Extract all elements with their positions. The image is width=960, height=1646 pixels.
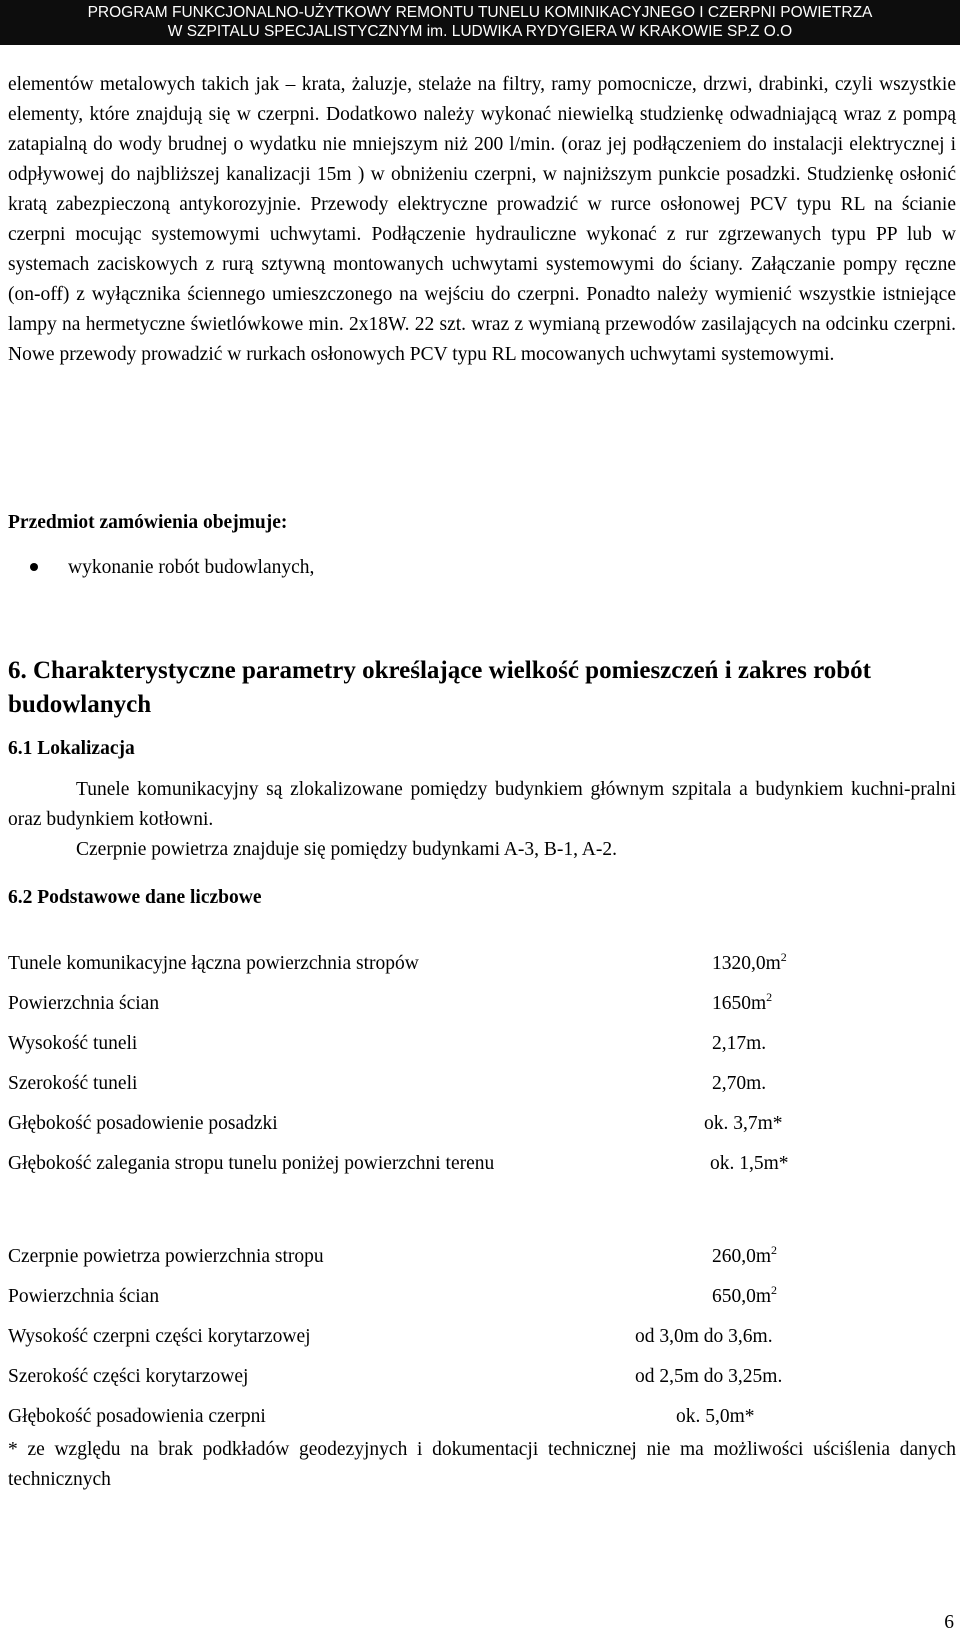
tunnel-row-value: ok. 3,7m*	[704, 1113, 783, 1134]
intake-row-value: od 2,5m do 3,25m.	[635, 1366, 783, 1387]
scope-item-text: wykonanie robót budowlanych,	[68, 557, 315, 578]
bullet-icon	[30, 563, 38, 571]
tunnel-row-label: Tunele komunikacyjne łączna powierzchnia stropów	[8, 953, 419, 974]
intake-row	[8, 1283, 956, 1316]
scope-heading: Przedmiot zamówienia obejmuje:	[8, 512, 288, 533]
intake-row	[8, 1366, 956, 1396]
scope-list-item	[30, 557, 314, 579]
tunnel-row	[8, 1153, 956, 1183]
document-header	[0, 0, 960, 45]
tunnel-row-label: Głębokość zalegania stropu tunelu poniżej powierzchni terenu	[8, 1153, 495, 1174]
footnote: * ze względu na brak podkładów geodezyjnych i dokumentacji technicznej nie ma możliwości uściślenia danych technicznych	[8, 1439, 956, 1490]
section-6-heading: 6. Charakterystyczne parametry określające wielkość pomieszczeń i zakres robót budowlanych	[8, 657, 872, 718]
tunnel-row	[8, 1073, 956, 1103]
section-6-2-heading: 6.2 Podstawowe dane liczbowe	[8, 887, 262, 908]
tunnel-row-value: $1650m^2$	[712, 990, 773, 1014]
location-paragraph-1: Tunele komunikacyjny są zlokalizowane pomiędzy budynkiem głównym szpitala a budynkiem kuchni-pralni oraz budynkiem kotłowni.	[8, 779, 956, 830]
location-paragraph-2: Czerpnie powietrza znajduje się pomiędzy budynkami A-3, B-1, A-2.	[76, 839, 617, 860]
header-line-2: W SZPITALU SPECJALISTYCZNYM im. LUDWIKA RYDYGIERA W KRAKOWIE SP.Z O.O	[167, 23, 793, 40]
intake-row-label: Głębokość posadowienia czerpni	[8, 1406, 266, 1427]
intake-row-value: $650,0m^2$	[712, 1283, 778, 1307]
intake-row-value-exponent: 2	[771, 1283, 778, 1297]
intake-row-label: Wysokość czerpni części korytarzowej	[8, 1326, 311, 1347]
tunnel-row-value-exponent: 2	[780, 950, 787, 964]
intake-row-label: Czerpnie powietrza powierzchnia stropu	[8, 1246, 324, 1267]
tunnel-row-value: $1320,0m^2$	[712, 950, 787, 974]
section-6-1-heading: 6.1 Lokalizacja	[8, 738, 135, 759]
intake-row-value: od 3,0m do 3,6m.	[635, 1326, 773, 1347]
intake-row-value-exponent: 2	[771, 1243, 778, 1257]
tunnel-row-label: Głębokość posadowienie posadzki	[8, 1113, 278, 1134]
tunnel-row	[8, 990, 956, 1023]
tunnel-row-label: Szerokość tuneli	[8, 1073, 138, 1094]
tunnel-row-label: Powierzchnia ścian	[8, 993, 160, 1014]
tunnel-row	[8, 1033, 956, 1063]
intake-row-label: Szerokość części korytarzowej	[8, 1366, 249, 1387]
tunnel-row-label: Wysokość tuneli	[8, 1033, 138, 1054]
intake-row	[8, 1326, 956, 1356]
page-number: 6	[944, 1612, 954, 1633]
tunnel-row-value: 2,17m.	[712, 1033, 767, 1054]
intake-row	[8, 1243, 956, 1276]
intake-row-label: Powierzchnia ścian	[8, 1286, 160, 1307]
intake-row	[8, 1406, 956, 1436]
tunnel-row	[8, 1113, 956, 1143]
tunnel-row	[8, 950, 956, 983]
intake-row-value: $260,0m^2$	[712, 1243, 778, 1267]
tunnel-row-value: ok. 1,5m*	[710, 1153, 789, 1174]
header-line-1: PROGRAM FUNKCJONALNO-UŻYTKOWY REMONTU TUNELU KOMINIKACYJNEGO I CZERPNI POWIETRZA	[87, 4, 873, 21]
intro-paragraph: elementów metalowych takich jak – krata, żaluzje, stelaże na filtry, ramy pomocnicze, drzwi, drabinki, czyli wszystkie elementy, które znajdują się w czerpni. Dodatkowo należy wykonać niewielką studzienkę odwadniającą wraz z pompą zatapialną do wody brudnej o wydatku nie mniejszym niż 200 l/min. (oraz jej podłączeniem do instalacji elektrycznej i odpływowej do najbliższej kanalizacji 15m ) w obniżeniu czerpni, w najniższym punkcie posadzki. Studzienkę osłonić kratą zabezpieczoną antykorozyjnie. Przewody elektryczne prowadzić w rurce osłonowej PCV typu RL na ścianie czerpni mocując systemowymi uchwytami. Podłączenie hydrauliczne wykonać z rur zgrzewanych typu PP lub w systemach zaciskowych z rurą sztywną montowanych uchwytami systemowymi do ściany. Załączanie pompy ręczne (on-off) z wyłącznika ściennego umieszczonego na wejściu do czerpni. Ponadto należy wymienić wszystkie istniejące lampy na hermetyczne świetlówkowe min. 2x18W. 22 szt. wraz z wymianą przewodów zasilających na odcinku czerpni. Nowe przewody prowadzić w rurkach osłonowych PCV typu RL mocowanych uchwytami systemowymi.	[8, 74, 956, 365]
tunnel-row-value: 2,70m.	[712, 1073, 767, 1094]
intake-row-value: ok. 5,0m*	[676, 1406, 755, 1427]
tunnel-row-value-exponent: 2	[766, 990, 773, 1004]
